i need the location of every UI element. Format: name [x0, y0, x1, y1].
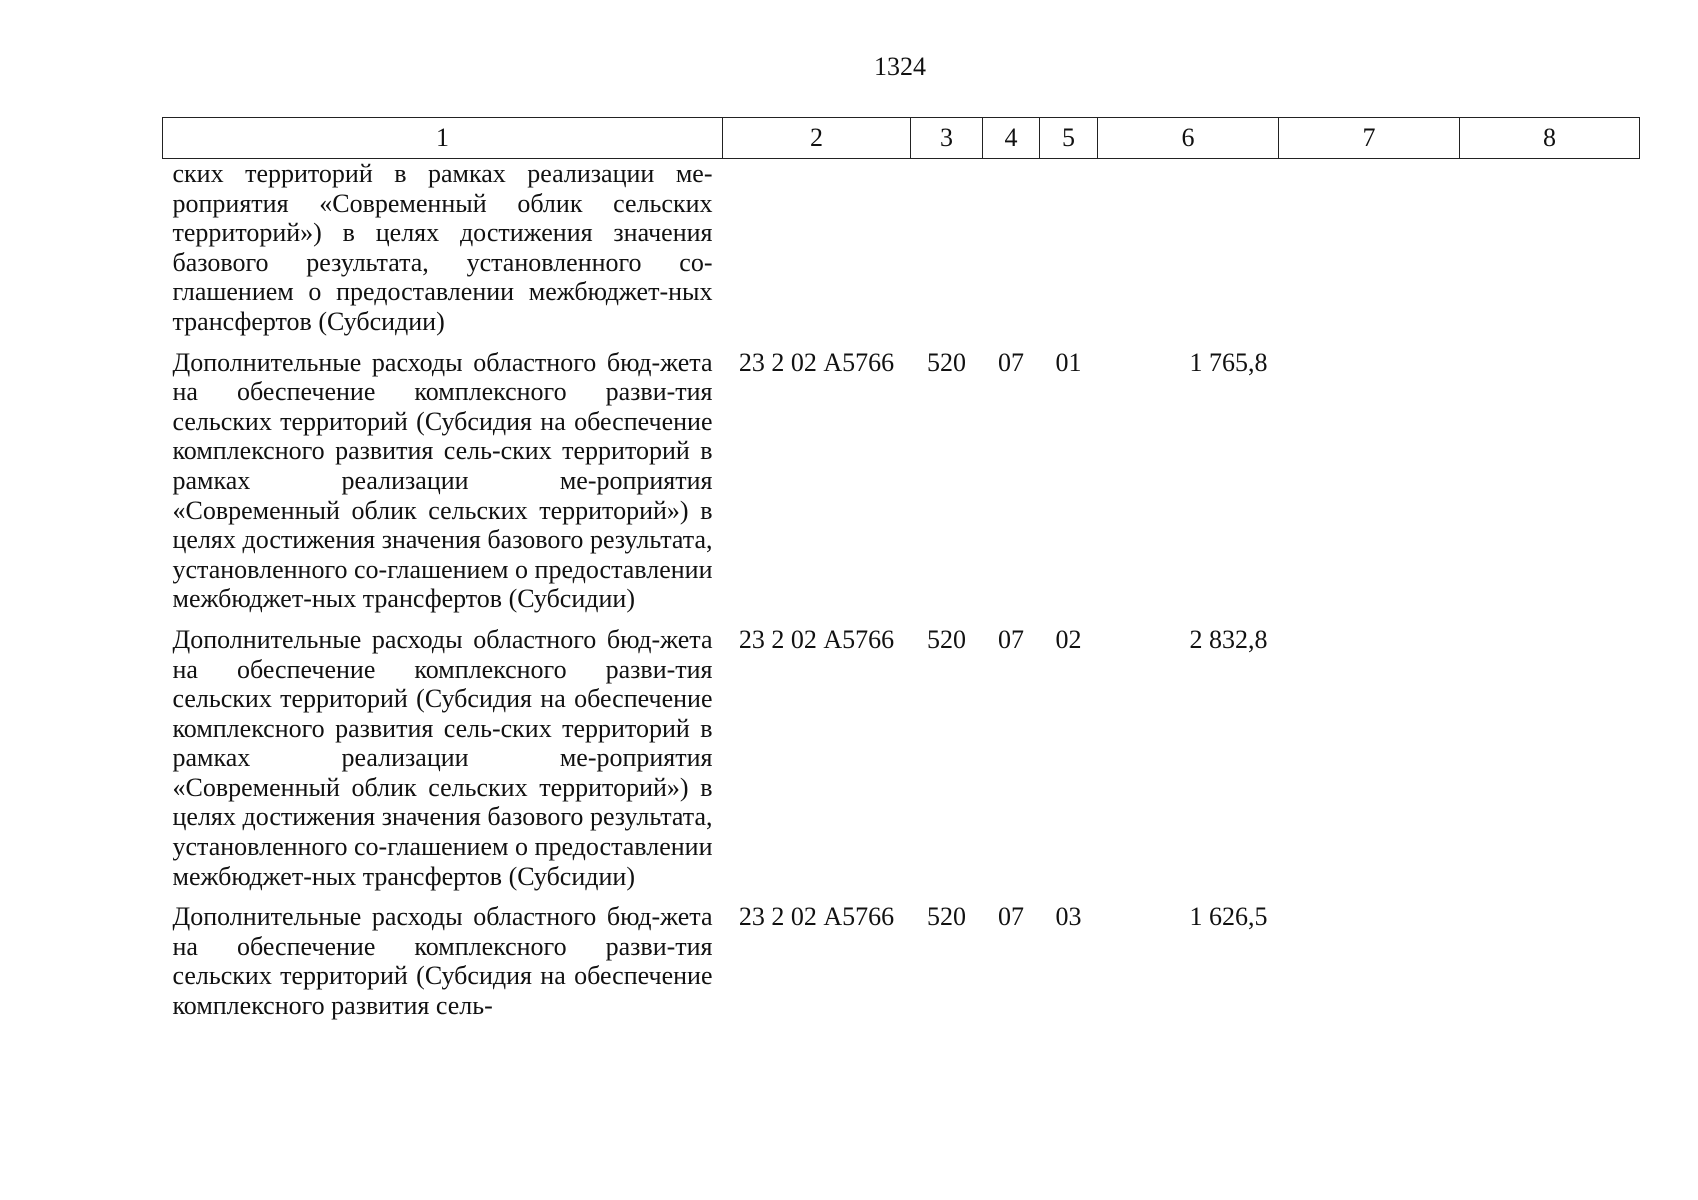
column-header-1: 1 — [163, 118, 723, 159]
subsection-cell — [1040, 159, 1098, 337]
expense-type-cell: 520 — [927, 347, 966, 377]
table-row — [163, 159, 1640, 337]
section-cell: 07 — [998, 902, 1024, 932]
budget-table — [162, 117, 1640, 1021]
row-name-cell: Дополнительные расходы областного бюд-жета на обеспечение комплексного разви-тия сельских территорий (Субсидия на обеспечение комплексного развития сель-ских территорий в рамках реализации ме-роприятия «Современный облик сельских территорий») в целях достижения значения базового результата, установленного со-глашением о предоставлении межбюджет-ных трансфертов (Субсидии) — [172, 624, 713, 891]
amount-cell — [1098, 159, 1279, 337]
section-cell: 07 — [998, 347, 1024, 377]
column-header-2: 2 — [723, 118, 911, 159]
target-code-cell: 23 2 02 А5766 — [738, 624, 895, 654]
row-name-cell: Дополнительные расходы областного бюд-жета на обеспечение комплексного разви-тия сельских территорий (Субсидия на обеспечение комплексного развития сель-ских территорий в рамках реализации ме-роприятия «Современный облик сельских территорий») в целях достижения значения базового результата, установленного со-глашением о предоставлении межбюджет-ных трансфертов (Субсидии) — [172, 347, 713, 614]
subsection-cell: 01 — [1055, 347, 1082, 377]
table-header — [163, 118, 1640, 159]
table-row — [163, 337, 1640, 614]
table-row — [163, 614, 1640, 891]
amount-cell: 1 765,8 — [1189, 347, 1268, 377]
subsection-cell: 03 — [1055, 902, 1082, 932]
table-row — [163, 891, 1640, 1020]
column-header-6: 6 — [1098, 118, 1279, 159]
column-header-7: 7 — [1279, 118, 1460, 159]
subsection-cell: 02 — [1055, 624, 1082, 654]
page-number: 1324 — [874, 52, 926, 81]
column-8-cell — [1460, 614, 1640, 891]
column-header-8: 8 — [1460, 118, 1640, 159]
amount-cell: 1 626,5 — [1189, 902, 1268, 932]
target-code-cell: 23 2 02 А5766 — [738, 902, 895, 932]
column-7-cell — [1279, 337, 1460, 614]
target-code-cell — [723, 159, 911, 337]
table-body — [163, 159, 1640, 1021]
column-7-cell — [1279, 891, 1460, 1020]
column-8-cell — [1460, 337, 1640, 614]
column-header-5: 5 — [1040, 118, 1098, 159]
section-cell: 07 — [998, 624, 1024, 654]
expense-type-cell: 520 — [927, 624, 966, 654]
header-row — [163, 118, 1640, 159]
row-name-cell: ских территорий в рамках реализации ме-роприятия «Современный облик сельских территорий») в целях достижения значения базового результата, установленного со-глашением о предоставлении межбюджет-ных трансфертов (Субсидии) — [172, 159, 713, 336]
column-8-cell — [1460, 159, 1640, 337]
column-header-3: 3 — [911, 118, 983, 159]
row-name-cell: Дополнительные расходы областного бюд-жета на обеспечение комплексного разви-тия сельских территорий (Субсидия на обеспечение комплексного развития сель- — [172, 902, 713, 1021]
section-cell — [983, 159, 1040, 337]
amount-cell: 2 832,8 — [1189, 624, 1268, 654]
target-code-cell: 23 2 02 А5766 — [738, 347, 895, 377]
expense-type-cell — [911, 159, 983, 337]
column-7-cell — [1279, 614, 1460, 891]
column-header-4: 4 — [983, 118, 1040, 159]
column-8-cell — [1460, 891, 1640, 1020]
column-7-cell — [1279, 159, 1460, 337]
expense-type-cell: 520 — [927, 902, 966, 932]
